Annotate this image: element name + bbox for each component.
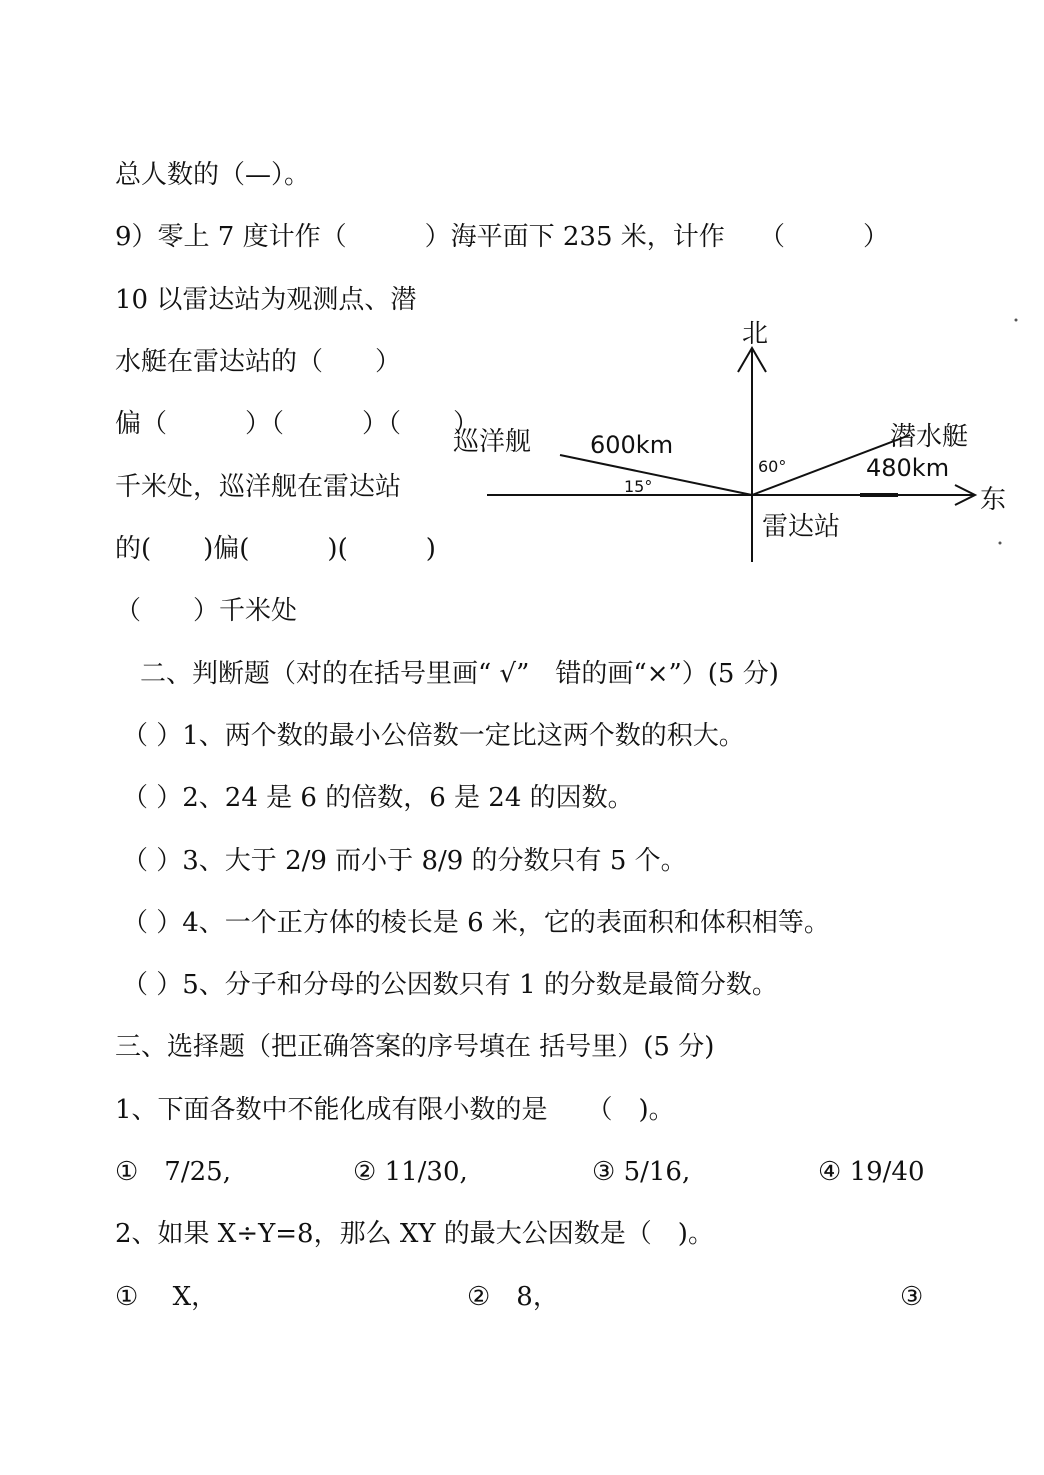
line-total-people: 总人数的（—）。: [115, 160, 311, 190]
choice-1-option-a: ① 7/25,: [115, 1157, 231, 1187]
choice-question-1: 1、下面各数中不能化成有限小数的是 （ )。: [115, 1095, 675, 1125]
judge-item-1: （ ）1、两个数的最小公倍数一定比这两个数的积大。: [122, 721, 745, 751]
speck-dot: [1015, 319, 1018, 322]
question-10-line-3: 偏（ ）（ ）（ ）: [115, 409, 480, 439]
question-9: 9）零上 7 度计作（ ）海平面下 235 米，计作 （ ）: [115, 222, 890, 252]
question-10-line-6: （ ）千米处: [115, 596, 298, 626]
submarine-angle-label: 60°: [758, 457, 787, 476]
question-10-line-2: 水艇在雷达站的（ ）: [115, 347, 402, 377]
question-10-line-4: 千米处，巡洋舰在雷达站: [115, 472, 402, 502]
section-3-title: 三、选择题（把正确答案的序号填在 括号里）(5 分): [115, 1032, 715, 1062]
cruiser-angle-label: 15°: [624, 477, 653, 496]
choice-2-option-a: ① X，: [115, 1282, 218, 1312]
choice-1-option-d: ④ 19/40: [818, 1157, 925, 1187]
cruiser-line: [560, 455, 752, 495]
choice-1-option-c: ③ 5/16,: [592, 1157, 691, 1187]
submarine-distance-label: 480km: [866, 454, 950, 482]
section-2-title: 二、判断题（对的在括号里画“ √” 错的画“×”）(5 分): [140, 659, 779, 689]
submarine-label: 潜水艇: [890, 422, 969, 452]
choice-2-option-c: ③: [900, 1282, 924, 1312]
judge-item-5: （ ）5、分子和分母的公因数只有 1 的分数是最简分数。: [122, 970, 778, 1000]
question-10-line-5: 的( )偏( )( ): [115, 534, 436, 564]
north-label: 北: [742, 319, 769, 349]
choice-2-option-b: ② 8，: [467, 1282, 559, 1312]
choice-question-2: 2、如果 X÷Y=8，那么 XY 的最大公因数是（ )。: [115, 1219, 714, 1249]
speck-dot: [999, 542, 1002, 545]
cruiser-label: 巡洋舰: [453, 427, 532, 457]
station-label: 雷达站: [762, 512, 841, 542]
choice-1-option-b: ② 11/30,: [353, 1157, 468, 1187]
radar-direction-diagram: [440, 300, 1040, 580]
cruiser-distance-label: 600km: [590, 431, 674, 459]
question-10-line-1: 10 以雷达站为观测点、潜: [115, 285, 417, 315]
judge-item-3: （ ）3、大于 2/9 而小于 8/9 的分数只有 5 个。: [122, 846, 687, 876]
judge-item-2: （ ）2、24 是 6 的倍数，6 是 24 的因数。: [122, 783, 634, 813]
east-label: 东: [980, 485, 1007, 515]
judge-item-4: （ ）4、一个正方体的棱长是 6 米，它的表面积和体积相等。: [122, 908, 830, 938]
